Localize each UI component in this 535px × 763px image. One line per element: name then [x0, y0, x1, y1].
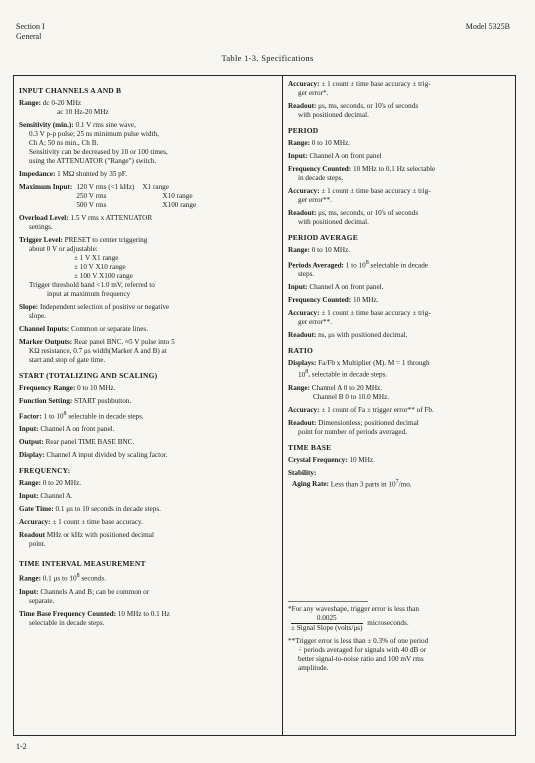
footnote-rule [288, 601, 368, 602]
output-value: Rear panel TIME BASE BNC. [45, 438, 135, 447]
table-title: Table 1-3. Specifications [221, 53, 314, 63]
gate-time-value: 0.1 μs to 10 seconds in decade steps. [55, 505, 161, 514]
display-label: Display: [19, 451, 45, 460]
ratio-accuracy-value: ± 1 count of Fa ± trigger error** of Fb. [321, 405, 434, 414]
max-input-range: X100 range [162, 201, 197, 209]
periods-averaged-label: Periods Averaged: [288, 261, 344, 270]
aging-rate-exponent: 7 [395, 478, 399, 485]
factor-spec [19, 410, 274, 421]
ratio-readout-value-cont: point for number of periods averaged. [298, 427, 407, 436]
range-dc: dc 0-20 MHz [42, 99, 82, 107]
fraction-numerator: 0.0025 [291, 614, 363, 624]
max-input-spec [19, 183, 274, 210]
channel-inputs-value: Common or separate lines. [70, 325, 148, 333]
period-freq-counted-label: Frequency Counted: [288, 165, 352, 173]
trigger-note: input at maximum frequency [47, 290, 131, 298]
period-accuracy-spec [288, 187, 512, 205]
impedance-value: 1 MΩ shunted by 35 pF. [57, 170, 127, 178]
ti-input-value: Channels A and B; can be common or [40, 587, 150, 596]
trigger-range: ± 1 V X1 range [74, 254, 119, 262]
freq-accuracy-value: ± 1 count ± time base accuracy. [52, 518, 143, 527]
max-input-table [19, 183, 196, 210]
aging-rate-label: Aging Rate: [292, 480, 329, 489]
pavg-accuracy-value: ± 1 count ± time base accuracy ± trig- [321, 309, 431, 318]
max-input-label: Maximum Input: [19, 183, 73, 191]
page-number: 1-2 [16, 742, 27, 751]
marker-outputs-value: Rear panel BNC. ≈5 V pulse into 5 [73, 338, 175, 346]
max-input-value: 120 V rms (<1 kHz) [76, 183, 135, 191]
stability-label: Stability: [288, 468, 317, 477]
range-ac: ac 10 Hz-20 MHz [57, 108, 109, 116]
footnote-2-text: amplitude. [298, 664, 329, 673]
function-setting-spec [19, 397, 274, 406]
ti-range-value: 0.1 μs to 10 [42, 574, 77, 583]
freq-accuracy-label: Accuracy: [19, 518, 51, 527]
pavg-freq-counted-label: Frequency Counted: [288, 296, 352, 305]
freq-readout-value: MHz or kHz with positioned decimal [46, 531, 154, 540]
column-divider [282, 76, 283, 735]
frequency-heading: FREQUENCY: [19, 466, 71, 476]
left-column [19, 80, 274, 632]
stability-spec [288, 469, 512, 489]
ratio-range-label: Range: [288, 383, 310, 392]
slope-value-cont: slope. [29, 312, 46, 320]
range-spec [19, 99, 274, 117]
ti-input-spec [19, 588, 274, 606]
overload-value: 1.5 V rms x ATTENUATOR [70, 214, 153, 222]
pavg-accuracy-spec [288, 309, 512, 327]
right-column [288, 80, 512, 677]
marker-outputs-value: start and stop of gate time. [29, 356, 106, 364]
ratio-readout-label: Readout: [288, 418, 317, 427]
overload-value-cont: settings. [29, 223, 53, 231]
channel-inputs-spec [19, 325, 274, 334]
period-accuracy-value-cont: ger error**. [298, 196, 332, 204]
sensitivity-label: Sensitivity (min.): [19, 121, 74, 129]
sensitivity-line: Sensitivity can be decreased by 10 or 100 times, [29, 148, 168, 156]
pavg-input-label: Input: [288, 283, 308, 292]
footnote-1-fraction [291, 614, 363, 633]
sensitivity-line: using the ATTENUATOR ("Range") switch. [29, 157, 157, 165]
footnote-2-text: ÷ periods averaged for signals with 40 dB or [298, 646, 427, 655]
slope-value: Independent selection of positive or negative [39, 303, 170, 311]
channel-inputs-label: Channel Inputs: [19, 325, 70, 333]
freq-range-value: 0 to 20 MHz. [42, 479, 82, 488]
aging-rate-value: /mo. [398, 480, 412, 489]
ratio-displays-value: Fa/Fb x Multiplier (M). M = 1 through [318, 359, 430, 368]
sensitivity-line: 0.1 V rms sine wave, [75, 121, 136, 129]
max-input-range: X1 range [142, 183, 169, 191]
pavg-readout-value: ns, μs with positioned decimal. [318, 331, 408, 340]
ti-range-value: seconds. [81, 574, 106, 583]
subsection-label: General [16, 32, 42, 41]
period-heading: PERIOD [288, 126, 319, 135]
factor-label: Factor: [19, 412, 42, 421]
ratio-displays-exponent: 8 [305, 369, 309, 376]
period-readout-label: Readout: [288, 209, 317, 217]
period-freq-counted-value: 10 MHz to 0.1 Hz selectable [352, 165, 436, 173]
ratio-range-spec [288, 384, 512, 402]
slope-label: Slope: [19, 303, 39, 311]
period-accuracy-label: Accuracy: [288, 187, 320, 195]
max-input-value: 500 V rms [76, 201, 107, 209]
period-average-heading: PERIOD AVERAGE [288, 233, 358, 242]
ratio-accuracy-label: Accuracy: [288, 405, 320, 414]
footnote-2 [288, 637, 512, 673]
period-input-label: Input: [288, 152, 308, 160]
start-freq-range-spec [19, 384, 274, 393]
freq-range-label: Range: [19, 479, 41, 488]
ti-accuracy-value: ± 1 count ± time base accuracy ± trig- [321, 80, 431, 88]
pavg-range-value: 0 to 10 MHz. [311, 246, 351, 254]
trigger-spec [19, 236, 274, 299]
ti-readout-label: Readout: [288, 102, 317, 110]
output-spec [19, 438, 274, 447]
period-input-spec [288, 152, 512, 161]
ti-readout-value: μs, ms, seconds, or 10's of seconds [318, 102, 419, 110]
period-range-value: 0 to 10 MHz. [311, 139, 351, 147]
display-spec [19, 451, 274, 460]
range-label: Range: [19, 99, 41, 107]
period-input-value: Channel A on front panel [309, 152, 382, 160]
ratio-heading: RATIO [288, 346, 314, 356]
display-value: Channel A input divided by scaling factor. [46, 451, 168, 460]
pavg-accuracy-value-cont: ger error**. [298, 318, 332, 327]
pavg-freq-counted-value: 10 MHz. [352, 296, 379, 305]
gate-time-spec [19, 505, 274, 514]
pavg-accuracy-label: Accuracy: [288, 309, 320, 318]
trigger-range: ± 100 V X100 range [74, 272, 133, 280]
footnote-1-unit: microseconds. [367, 619, 409, 628]
fraction-denominator: ± Signal Slope (volts/μs) [291, 624, 363, 633]
footnote-1-text: *For any waveshape, trigger error is less than [288, 605, 419, 614]
trigger-note: Trigger threshold band <1.0 mV, referred to [29, 281, 155, 289]
periods-averaged-exponent: 8 [365, 260, 369, 266]
ti-input-label: Input: [19, 587, 39, 596]
ratio-readout-value: Dimensionless; positioned decimal [318, 418, 419, 427]
marker-outputs-value: KΩ resistance, 0.7 μs width(Marker A and B) at [29, 347, 167, 355]
sensitivity-line: 0.3 V p-p pulse; 25 ns minimum pulse width, [29, 130, 159, 138]
ratio-displays-value-cont: 10 [298, 370, 306, 379]
freq-readout-spec [19, 531, 274, 549]
spec-table [13, 75, 516, 736]
period-readout-spec [288, 209, 512, 227]
max-input-value: 250 V rms [76, 192, 107, 200]
pavg-range-spec [288, 246, 512, 255]
ti-readout-spec [288, 102, 512, 120]
impedance-spec [19, 170, 274, 179]
periods-averaged-value-cont: steps. [298, 270, 315, 279]
impedance-label: Impedance: [19, 170, 56, 178]
freq-range-spec [19, 479, 274, 488]
periods-averaged-value: 1 to 10 [345, 261, 366, 270]
spacer [288, 493, 512, 585]
section-label: Section I [16, 22, 45, 31]
period-freq-counted-spec [288, 165, 512, 183]
function-setting-value: START pushbutton. [74, 397, 132, 405]
function-setting-label: Function Setting: [19, 397, 73, 405]
ti-range-spec [19, 572, 274, 583]
pavg-input-spec [288, 283, 512, 292]
start-heading: START (TOTALIZING AND SCALING) [19, 371, 158, 380]
ratio-displays-value-cont: , selectable in decade steps. [308, 370, 388, 379]
freq-accuracy-spec [19, 518, 274, 527]
factor-value: selectable in decade steps. [68, 412, 144, 421]
time-base-freq-value-cont: selectable in decade steps. [29, 618, 105, 627]
crystal-freq-label: Crystal Frequency: [288, 455, 348, 464]
ratio-range-value: Channel A 0 to 20 MHz. [311, 383, 383, 392]
ti-accuracy-label: Accuracy: [288, 80, 320, 88]
pavg-freq-counted-spec [288, 296, 512, 305]
sensitivity-line: Ch A; 50 ns min., Ch B. [29, 139, 99, 147]
section-header [16, 22, 45, 42]
crystal-freq-spec [288, 456, 512, 465]
slope-spec [19, 303, 274, 321]
trigger-label: Trigger Level: [19, 236, 63, 244]
start-input-value: Channel A on front panel. [40, 425, 115, 434]
start-freq-range-value: 0 to 10 MHz. [77, 384, 116, 392]
pavg-readout-spec [288, 331, 512, 340]
output-label: Output: [19, 438, 44, 447]
ti-readout-value-cont: with positioned decimal. [298, 111, 369, 119]
ratio-range-value-cont: Channel B 0 to 10.0 MHz. [313, 392, 390, 401]
start-input-label: Input: [19, 425, 39, 434]
ratio-readout-spec [288, 419, 512, 437]
freq-input-spec [19, 492, 274, 501]
factor-exponent: 8 [63, 411, 67, 417]
time-base-heading: TIME BASE [288, 442, 332, 452]
period-range-spec [288, 139, 512, 148]
model-label: Model 5325B [465, 22, 510, 31]
freq-readout-label: Readout [19, 531, 45, 540]
period-readout-value-cont: with positioned decimal. [298, 218, 369, 226]
trigger-value: PRESET to center triggering [64, 236, 148, 244]
time-base-freq-value: 10 MHz to 0.1 Hz [117, 609, 170, 618]
overload-spec [19, 214, 274, 232]
pavg-input-value: Channel A on front panel. [309, 283, 384, 292]
time-base-freq-label: Time Base Frequency Counted: [19, 609, 116, 618]
period-readout-value: μs, ms, seconds, or 10's of seconds [318, 209, 419, 217]
ratio-displays-label: Displays: [288, 359, 317, 368]
input-channels-heading: INPUT CHANNELS A AND B [19, 86, 122, 95]
ratio-displays-spec [288, 359, 512, 379]
aging-rate-value: Less than 3 parts in 10 [330, 480, 396, 489]
time-base-freq-spec [19, 610, 274, 628]
footnote-2-text: **Trigger error is less than ± 0.3% of one period [288, 637, 429, 646]
gate-time-label: Gate Time: [19, 505, 54, 514]
ti-input-value-cont: separate. [29, 596, 55, 605]
pavg-readout-label: Readout: [288, 331, 317, 340]
crystal-freq-value: 10 MHz. [349, 455, 375, 464]
period-range-label: Range: [288, 139, 310, 147]
marker-outputs-label: Marker Outputs: [19, 338, 73, 346]
ti-accuracy-spec [288, 80, 512, 98]
sensitivity-spec [19, 121, 274, 166]
periods-averaged-value: selectable in decade [370, 261, 428, 270]
overload-label: Overload Level: [19, 214, 69, 222]
period-freq-counted-value-cont: in decade steps. [298, 174, 344, 182]
marker-outputs-spec [19, 338, 274, 365]
periods-averaged-spec [288, 259, 512, 279]
pavg-range-label: Range: [288, 246, 310, 254]
ti-range-exponent: 8 [76, 573, 80, 580]
time-interval-heading: TIME INTERVAL MEASUREMENT [19, 559, 146, 569]
start-freq-range-label: Frequency Range: [19, 384, 76, 392]
max-input-range: X10 range [162, 192, 193, 200]
ti-accuracy-value-cont: ger error*. [298, 89, 329, 97]
freq-readout-value-cont: point. [29, 540, 46, 549]
factor-value: 1 to 10 [43, 412, 64, 421]
ti-range-label: Range: [19, 574, 41, 583]
freq-input-label: Input: [19, 492, 39, 501]
trigger-range: ± 10 V X10 range [74, 263, 126, 271]
ratio-accuracy-spec [288, 406, 512, 415]
footnote-2-text: better signal-to-noise ratio and 100 mV rms [298, 655, 424, 664]
footnote-1 [288, 605, 512, 633]
period-accuracy-value: ± 1 count ± time base accuracy ± trig- [321, 187, 431, 195]
trigger-value-cont: about 0 V or adjustable: [29, 245, 98, 253]
freq-input-value: Channel A. [40, 492, 73, 501]
start-input-spec [19, 425, 274, 434]
